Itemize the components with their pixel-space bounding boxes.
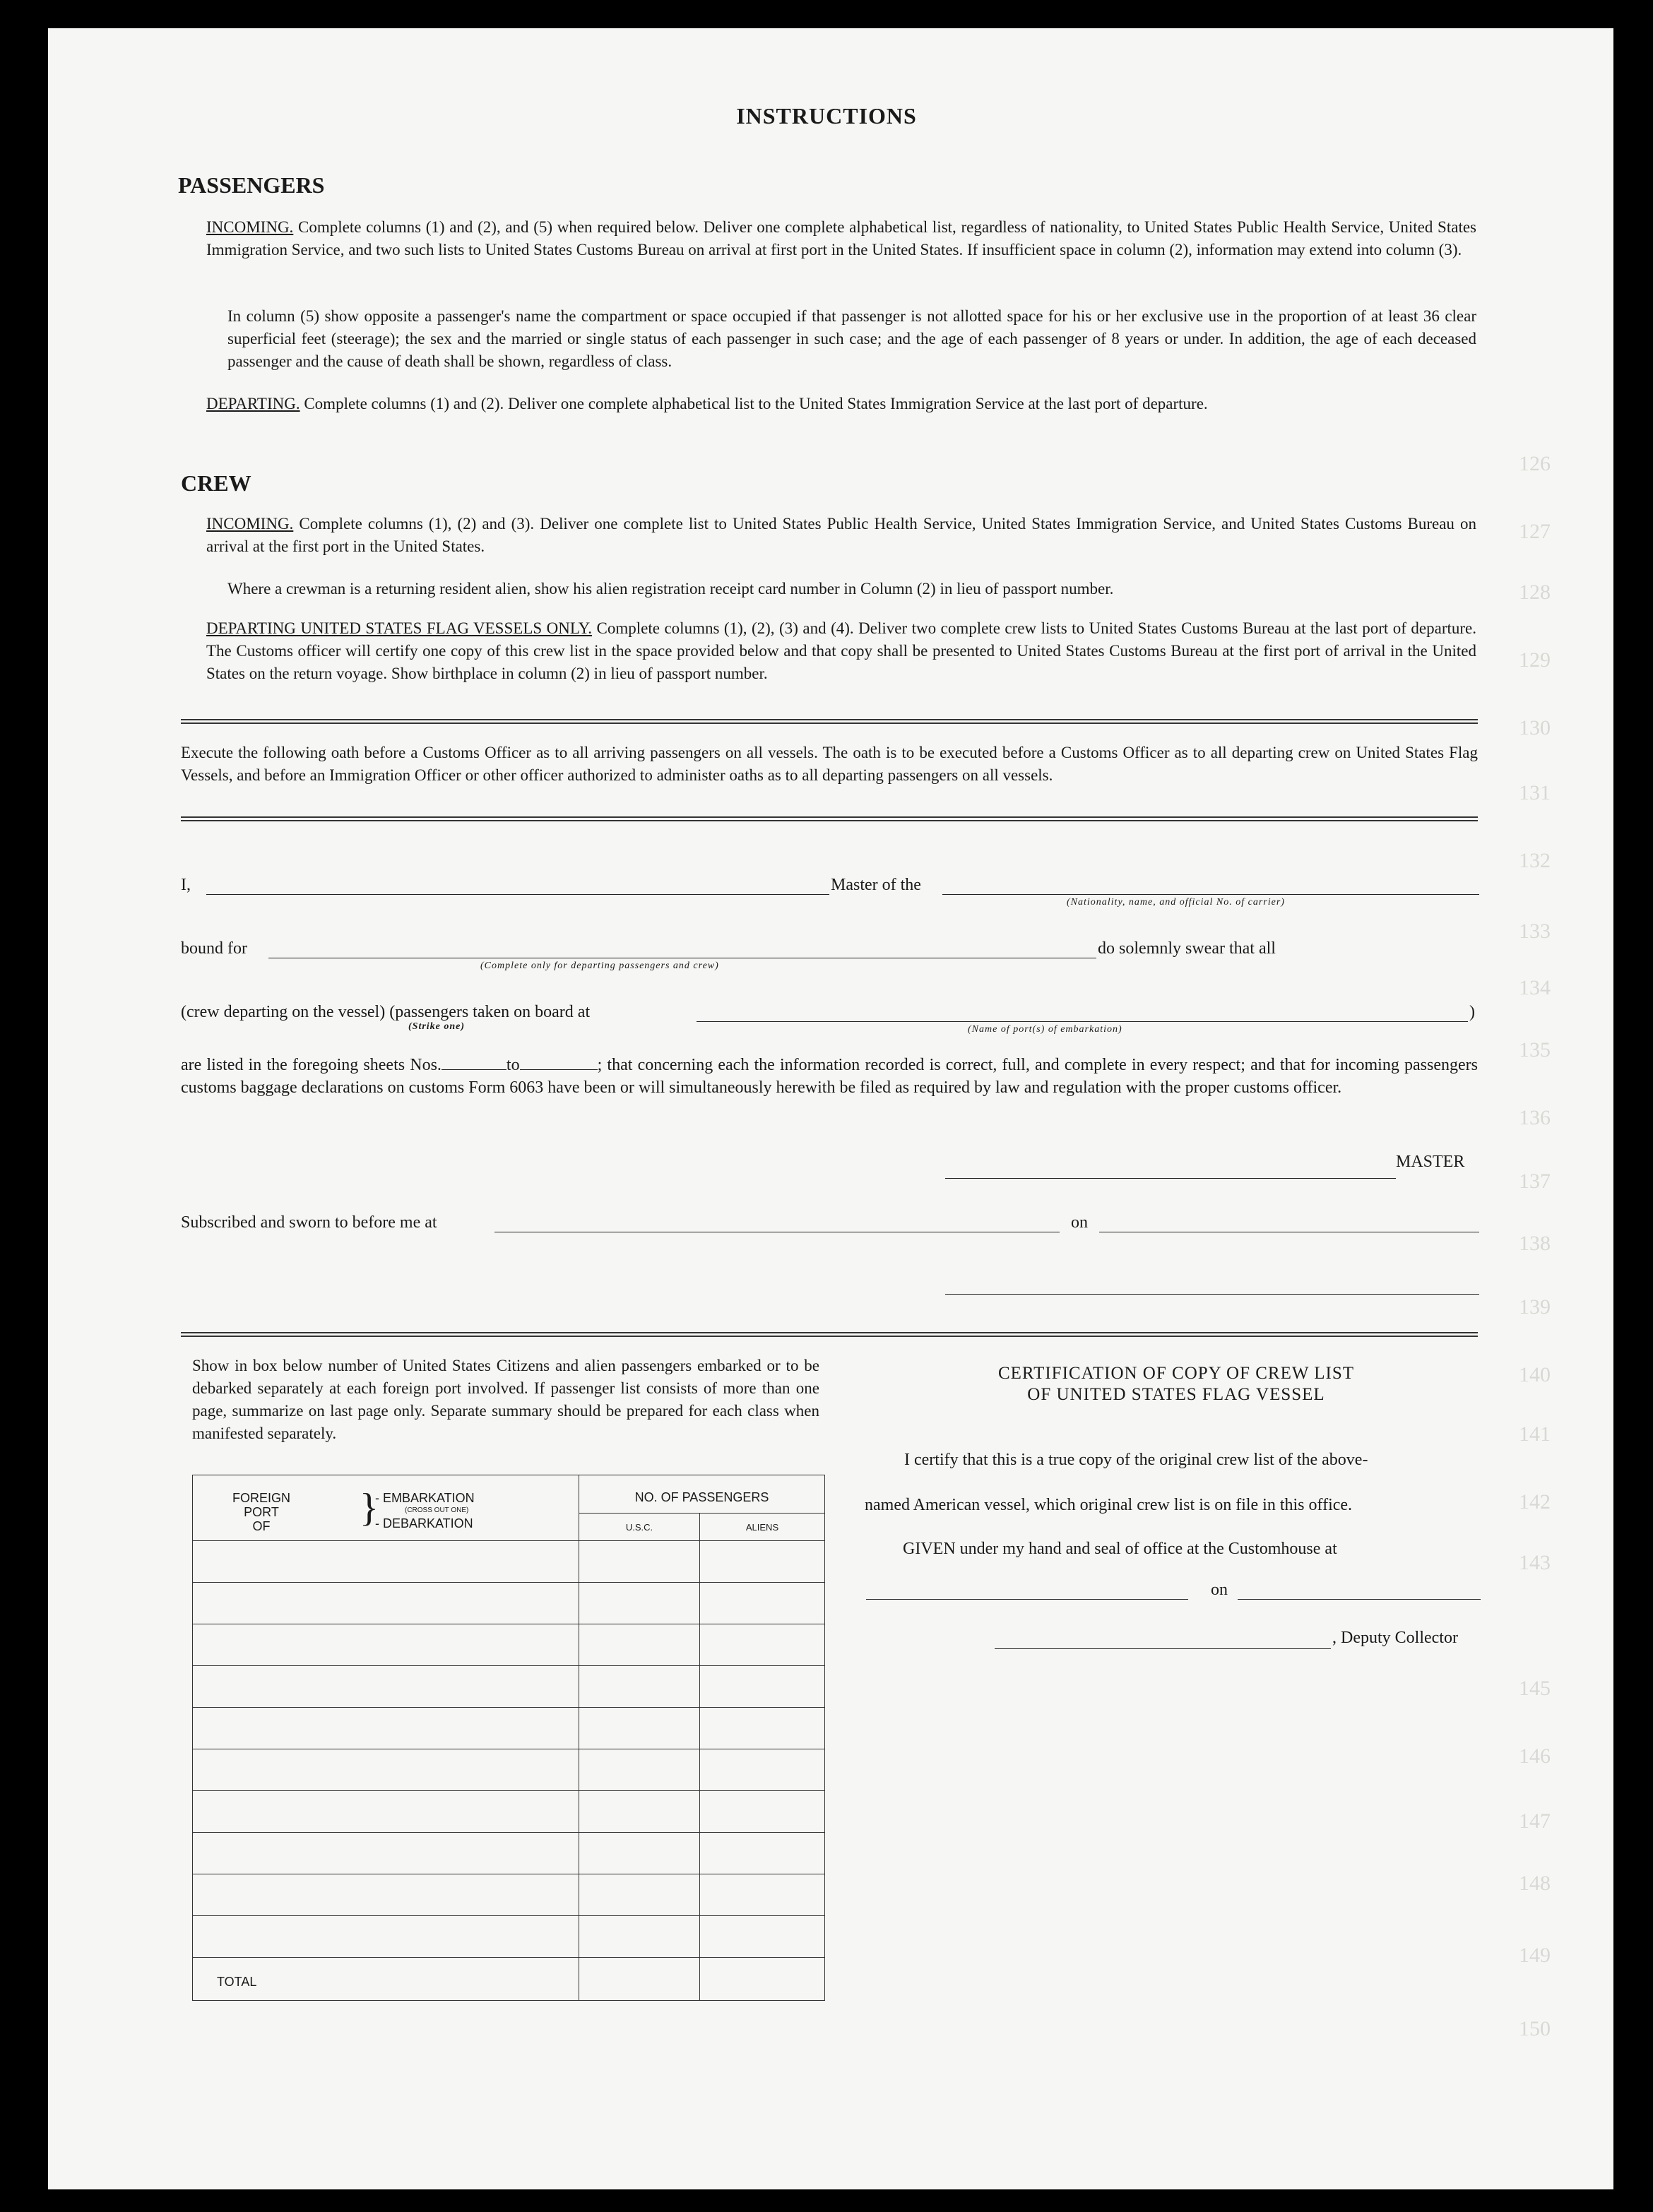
total-label: TOTAL bbox=[217, 1975, 257, 1989]
passengers-departing-text: Complete columns (1) and (2). Deliver one complete alphabetical list to the United States Immigration Service at the last port of departure. bbox=[300, 395, 1208, 412]
bleed-through-number: 130 bbox=[1519, 716, 1551, 739]
bleed-through-number: 131 bbox=[1519, 781, 1551, 804]
deputy-signature-line[interactable] bbox=[995, 1648, 1331, 1649]
summary-row bbox=[193, 1833, 825, 1874]
certification-date-line[interactable] bbox=[1238, 1599, 1481, 1600]
aliens-cell[interactable] bbox=[700, 1833, 825, 1874]
port-cell[interactable] bbox=[193, 1624, 579, 1666]
crew-departing-paragraph bbox=[206, 617, 1476, 685]
port-cell[interactable] bbox=[193, 1916, 579, 1958]
section-divider bbox=[181, 816, 1478, 821]
bleed-through-number: 136 bbox=[1519, 1106, 1551, 1129]
crew-incoming-text: Complete columns (1), (2) and (3). Deliver one complete list to United States Public Health Service, United States Immigration Service, and United States Customs Bureau on arrival at the first port in the United States. bbox=[206, 515, 1476, 555]
subscribed-on-label: on bbox=[1071, 1213, 1088, 1232]
cross-out-label: (CROSS OUT ONE) bbox=[405, 1506, 469, 1514]
aliens-cell[interactable] bbox=[700, 1541, 825, 1583]
listed-text-1: are listed in the foregoing sheets Nos. bbox=[181, 1056, 442, 1074]
swear-label: do solemnly swear that all bbox=[1098, 939, 1276, 958]
summary-row bbox=[193, 1624, 825, 1666]
aliens-cell[interactable] bbox=[700, 1666, 825, 1708]
summary-row bbox=[193, 1541, 825, 1583]
aliens-cell[interactable] bbox=[700, 1791, 825, 1833]
crew-resident-paragraph: Where a crewman is a returning resident alien, show his alien registration receipt card number in Column (2) in lieu of passport number. bbox=[227, 580, 1114, 597]
bleed-through-number: 126 bbox=[1519, 452, 1551, 475]
total-label-cell bbox=[193, 1958, 579, 2001]
bleed-through-number: 137 bbox=[1519, 1170, 1551, 1193]
deputy-collector-label: , Deputy Collector bbox=[1332, 1629, 1458, 1647]
sheet-to-field[interactable] bbox=[520, 1057, 598, 1070]
aliens-label: ALIENS bbox=[745, 1521, 779, 1533]
carrier-line[interactable] bbox=[942, 894, 1479, 895]
master-name-line[interactable] bbox=[206, 894, 829, 895]
bleed-through-number: 143 bbox=[1519, 1551, 1551, 1574]
passengers-header-cell bbox=[579, 1475, 825, 1541]
usc-cell[interactable] bbox=[579, 1708, 700, 1749]
embarkation-label: - EMBARKATION bbox=[375, 1491, 475, 1505]
port-cell[interactable] bbox=[193, 1583, 579, 1624]
close-paren: ) bbox=[1469, 1003, 1475, 1021]
port-cell[interactable] bbox=[193, 1541, 579, 1583]
bleed-through-number: 132 bbox=[1519, 849, 1551, 872]
master-label: MASTER bbox=[1396, 1153, 1465, 1171]
certify-line-1: I certify that this is a true copy of the original crew list of the above- bbox=[904, 1451, 1368, 1469]
bleed-through-number: 147 bbox=[1519, 1809, 1551, 1833]
summary-row bbox=[193, 1874, 825, 1916]
usc-cell[interactable] bbox=[579, 1874, 700, 1916]
bleed-through-number: 149 bbox=[1519, 1944, 1551, 1967]
port-cell[interactable] bbox=[193, 1833, 579, 1874]
passengers-departing-paragraph bbox=[206, 393, 1476, 415]
bleed-through-number: 140 bbox=[1519, 1363, 1551, 1386]
listed-paragraph bbox=[181, 1054, 1478, 1099]
port-cell[interactable] bbox=[193, 1874, 579, 1916]
port-cell[interactable] bbox=[193, 1666, 579, 1708]
usc-cell[interactable] bbox=[579, 1916, 700, 1958]
crew-incoming-paragraph bbox=[206, 513, 1476, 558]
customhouse-line[interactable] bbox=[866, 1599, 1188, 1600]
aliens-cell[interactable] bbox=[700, 1708, 825, 1749]
summary-row bbox=[193, 1791, 825, 1833]
bleed-through-number: 129 bbox=[1519, 648, 1551, 672]
aliens-cell[interactable] bbox=[700, 1749, 825, 1791]
usc-cell[interactable] bbox=[579, 1833, 700, 1874]
certify-line-2: named American vessel, which original crew list is on file in this office. bbox=[865, 1496, 1353, 1514]
bleed-through-number: 146 bbox=[1519, 1744, 1551, 1768]
bleed-through-number: 135 bbox=[1519, 1038, 1551, 1062]
usc-cell[interactable] bbox=[579, 1749, 700, 1791]
usc-cell[interactable] bbox=[579, 1624, 700, 1666]
summary-row bbox=[193, 1583, 825, 1624]
bleed-through-number: 138 bbox=[1519, 1232, 1551, 1255]
crew-departing-label: DEPARTING UNITED STATES FLAG VESSELS ONLY. bbox=[206, 619, 593, 637]
certification-title-line-1: CERTIFICATION OF COPY OF CREW LIST bbox=[997, 1364, 1355, 1383]
crew-departing-text: Complete columns (1), (2), (3) and (4). Deliver two complete crew lists to United States Customs Bureau at the last port of departure. The Customs officer will certify one copy of this crew list in the space provided below and that copy shall be presented to United States Customs Bureau at the first port of arrival in the United States on the return voyage. Show birthplace in column (2) in lieu of passport number. bbox=[206, 619, 1476, 682]
master-signature-line[interactable] bbox=[945, 1178, 1396, 1179]
passengers-incoming-text: Complete columns (1) and (2), and (5) when required below. Deliver one complete alphabetical list, regardless of nationality, to United States Public Health Service, United States Immigration Service, and two such lists to United States Customs Bureau on arrival at first port in the United States. If insufficient space in column (2), information may extend into column (3). bbox=[206, 218, 1476, 258]
bleed-through-number: 141 bbox=[1519, 1422, 1551, 1446]
listed-text-2: ; that concerning each the information recorded is correct, full, and complete in every respect; and that for incoming passengers customs baggage declarations on customs Form 6063 have been or will simultaneously herewith be filed as required by law and regulation with the proper customs officer. bbox=[181, 1056, 1478, 1097]
summary-row bbox=[193, 1666, 825, 1708]
port-header-cell bbox=[193, 1475, 579, 1541]
oath-i-label: I, bbox=[181, 876, 191, 894]
summary-instructions: Show in box below number of United States Citizens and alien passengers embarked or to be debarked separately at each foreign port involved. If passenger list consists of more than one page, summarize on last page only. Separate summary should be prepared for each class when manifested separately. bbox=[192, 1357, 819, 1442]
oath-instructions: Execute the following oath before a Customs Officer as to all arriving passengers on all vessels. The oath is to be executed before a Customs Officer as to all departing crew on United States Flag Vessels, and before an Immigration Officer or other officer authorized to administer oaths as to all departing passengers on all vessels. bbox=[181, 744, 1478, 784]
bleed-through-number: 133 bbox=[1519, 920, 1551, 943]
usc-cell[interactable] bbox=[579, 1666, 700, 1708]
sheet-from-field[interactable] bbox=[442, 1057, 506, 1070]
port-of-embarkation-line[interactable] bbox=[697, 1021, 1468, 1022]
nationality-caption: (Nationality, name, and official No. of carrier) bbox=[1067, 897, 1285, 908]
port-cell[interactable] bbox=[193, 1791, 579, 1833]
crew-passengers-label: (crew departing on the vessel) (passengers taken on board at bbox=[181, 1003, 591, 1021]
bleed-through-number: 142 bbox=[1519, 1490, 1551, 1514]
brace-icon: } bbox=[360, 1486, 379, 1530]
page-title: INSTRUCTIONS bbox=[736, 103, 917, 129]
total-usc-cell[interactable] bbox=[579, 1958, 700, 2001]
aliens-cell[interactable] bbox=[700, 1624, 825, 1666]
bleed-through-number: 134 bbox=[1519, 976, 1551, 999]
bleed-through-number: 148 bbox=[1519, 1872, 1551, 1895]
usc-cell[interactable] bbox=[579, 1583, 700, 1624]
passengers-departing-label: DEPARTING. bbox=[206, 395, 300, 412]
no-of-passengers-label: NO. OF PASSENGERS bbox=[579, 1476, 824, 1514]
section-divider bbox=[181, 719, 1478, 724]
debarkation-label: - DEBARKATION bbox=[375, 1516, 473, 1530]
strike-one-caption: (Strike one) bbox=[408, 1021, 466, 1032]
aliens-cell[interactable] bbox=[700, 1916, 825, 1958]
passengers-incoming-paragraph bbox=[206, 216, 1476, 261]
certification-on-label: on bbox=[1211, 1581, 1228, 1599]
certification-title-line-2: OF UNITED STATES FLAG VESSEL bbox=[1027, 1385, 1325, 1404]
usc-cell[interactable] bbox=[579, 1541, 700, 1583]
crew-incoming-label: INCOMING. bbox=[206, 515, 294, 533]
aliens-cell[interactable] bbox=[700, 1874, 825, 1916]
aliens-cell[interactable] bbox=[700, 1583, 825, 1624]
passenger-summary-table bbox=[192, 1475, 825, 2001]
summary-row bbox=[193, 1749, 825, 1791]
officer-signature-line[interactable] bbox=[945, 1294, 1479, 1295]
section-divider bbox=[181, 1332, 1478, 1337]
given-line: GIVEN under my hand and seal of office at the Customhouse at bbox=[903, 1540, 1337, 1558]
bleed-through-number: 127 bbox=[1519, 520, 1551, 543]
total-aliens-cell[interactable] bbox=[700, 1958, 825, 2001]
listed-to-text: to bbox=[506, 1056, 520, 1074]
bleed-through-number: 139 bbox=[1519, 1295, 1551, 1319]
subscribed-label: Subscribed and sworn to before me at bbox=[181, 1213, 437, 1232]
crew-heading: CREW bbox=[181, 470, 251, 496]
usc-label: U.S.C. bbox=[579, 1514, 700, 1540]
bleed-through-number: 145 bbox=[1519, 1677, 1551, 1700]
summary-row bbox=[193, 1708, 825, 1749]
passengers-incoming-label: INCOMING. bbox=[206, 218, 294, 236]
foreign-port-of-label: FOREIGN PORT OF bbox=[232, 1491, 291, 1533]
master-of-the-label: Master of the bbox=[831, 876, 921, 894]
port-caption: (Name of port(s) of embarkation) bbox=[968, 1024, 1122, 1035]
bleed-through-number: 150 bbox=[1519, 2017, 1551, 2040]
summary-row bbox=[193, 1916, 825, 1958]
passengers-heading: PASSENGERS bbox=[178, 172, 325, 198]
bleed-through-number: 128 bbox=[1519, 581, 1551, 604]
port-cell[interactable] bbox=[193, 1708, 579, 1749]
complete-only-caption: (Complete only for departing passengers and crew) bbox=[480, 961, 719, 971]
certification-title bbox=[890, 1363, 1462, 1405]
usc-cell[interactable] bbox=[579, 1791, 700, 1833]
passengers-column5-paragraph: In column (5) show opposite a passenger's name the compartment or space occupied if that passenger is not allotted space for his or her exclusive use in the proportion of at least 36 clear superficial feet (steerage); the sex and the married or single status of each passenger in such case; and the age of each passenger of 8 years or under. In addition, the age of each deceased passenger and the cause of death shall be shown, regardless of class. bbox=[227, 307, 1476, 370]
port-cell[interactable] bbox=[193, 1749, 579, 1791]
bound-for-label: bound for bbox=[181, 939, 247, 958]
